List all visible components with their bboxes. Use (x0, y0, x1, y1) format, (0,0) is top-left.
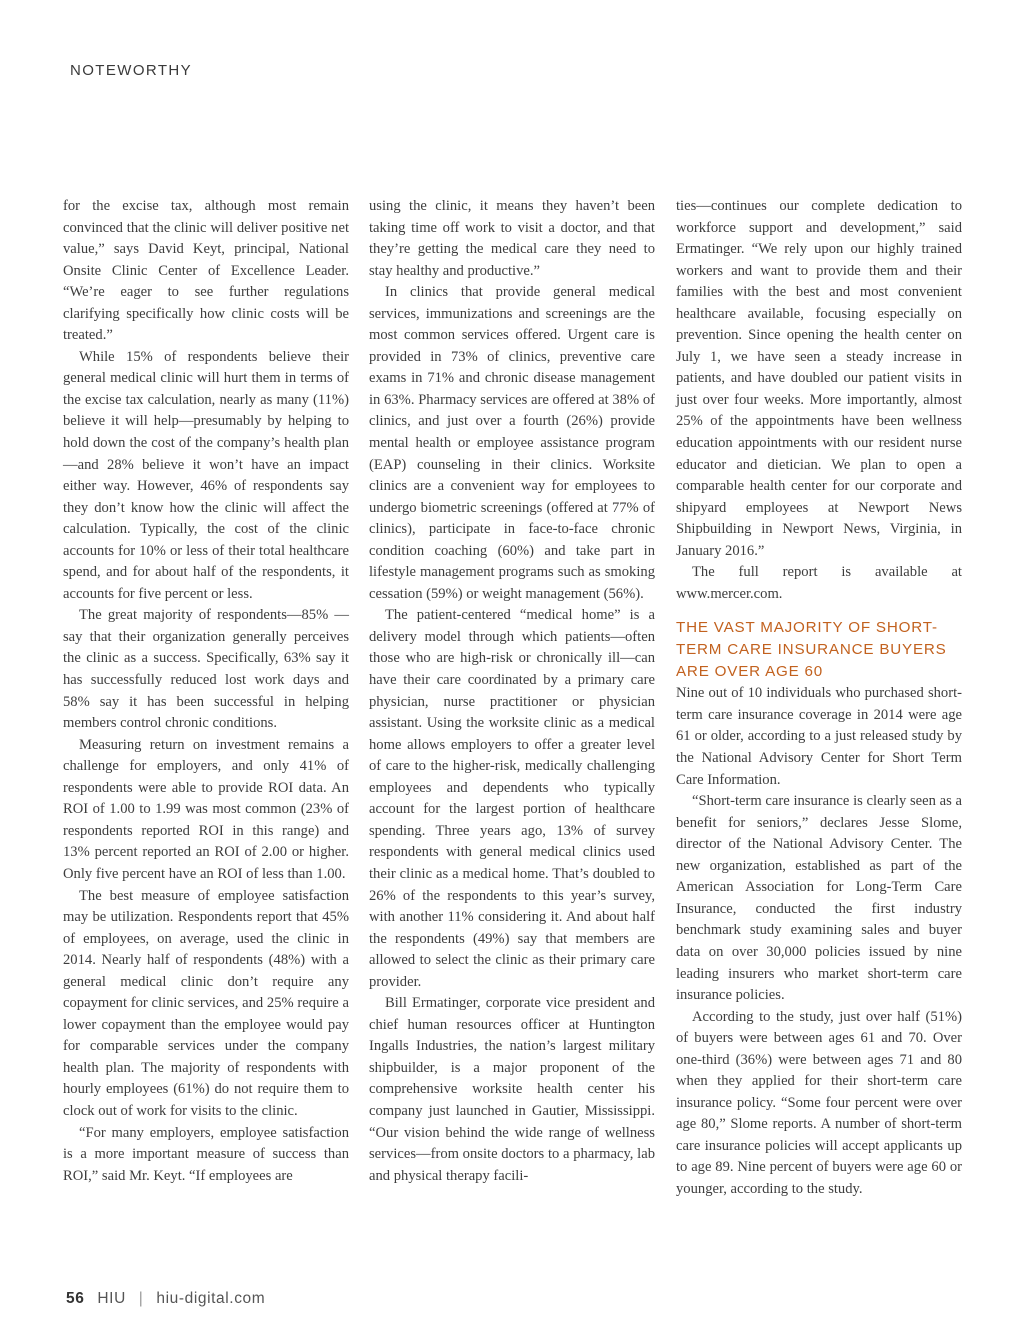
website-link[interactable]: hiu-digital.com (156, 1290, 266, 1307)
page-number: 56 (66, 1290, 85, 1307)
footer-separator: | (138, 1290, 144, 1307)
paragraph: According to the study, just over half (51%) of buyers were between ages 61 and 70. Over one-third (36%) were between ages 71 and 80 when they applied for their short-term care insurance policy. “Some four percent were over age 80,” Slome reports. A number of short-term care insurance policies will accept applicants up to age 89. Nine percent of buyers were age 60 or younger, according to the study. (676, 1008, 962, 1197)
paragraph: While 15% of respondents believe their general medical clinic will hurt them in terms of the excise tax calculation, nearly as many (11%) believe it will help—presumably by helping to hold down the cost of the company’s health plan—and 28% believe it won’t have an impact either way. However, 46% of respondents say they don’t know how the clinic will affect the calculation. Typically, the cost of the clinic accounts for 10% or less of their total healthcare spend, and for about half of the respondents, it accounts for five percent or less. (63, 348, 349, 602)
paragraph: Measuring return on investment remains a challenge for employers, and only 41% of respondents were able to provide ROI data. An ROI of 1.00 to 1.99 was most common (23% of respondents reported ROI in this range) and 13% percent reported an ROI of 2.00 or higher. Only five percent have an ROI of less than 1.00. (63, 736, 349, 882)
article-subhead: THE VAST MAJORITY OF SHORT-TERM CARE INSURANCE BUYERS ARE OVER AGE 60 (676, 619, 947, 681)
paragraph: for the excise tax, although most remain convinced that the clinic will deliver positive net value,” says David Keyt, principal, National Onsite Clinic Center of Excellence Leader. “We’re eager to see further regulations clarifying specifically how clinic costs will be treated.” (63, 198, 349, 344)
paragraph: Bill Ermatinger, corporate vice president and chief human resources officer at Huntington Ingalls Industries, the nation’s largest military shipbuilder, is a major proponent of the comprehensive worksite health center his company just launched in Gautier, Mississippi. “Our vision behind the wide range of wellness services—from onsite doctors to a pharmacy, lab and physical therapy facili- (369, 995, 655, 1184)
paragraph: The full report is available at www.mercer.com. (676, 564, 962, 602)
article-column-3 (676, 196, 962, 1201)
publication-name: HIU (97, 1290, 126, 1307)
paragraph: “For many employers, employee satisfaction is a more important measure of success than ROI,” said Mr. Keyt. “If employees are (63, 1124, 349, 1184)
paragraph: Nine out of 10 individuals who purchased short-term care insurance coverage in 2014 were age 61 or older, according to a just released study by the National Advisory Center for Short Term Care Information. (676, 685, 962, 788)
article-column-2 (369, 196, 655, 1187)
paragraph: In clinics that provide general medical services, immunizations and screenings are the most common services offered. Urgent care is provided in 73% of clinics, preventive care exams in 71% and chronic disease management in 63%. Pharmacy services are offered at 38% of clinics, and just over a fourth (26%) provide mental health or employee assistance program (EAP) counseling in their clinics. Worksite clinics are a convenient way for employees to undergo biometric screenings (offered at 77% of clinics), participate in face-to-face chronic condition coaching (60%) and take part in lifestyle management programs such as smoking cessation (59%) or weight management (56%). (369, 284, 655, 602)
paragraph: “Short-term care insurance is clearly seen as a benefit for seniors,” declares Jesse Slome, director of the National Advisory Center. The new organization, established as part of the American Association for Long-Term Care Insurance, conducted the first industry benchmark study examining sales and buyer data on over 30,000 policies issued by nine leading insurers who market short-term care insurance policies. (676, 793, 962, 1004)
page-footer (66, 1290, 265, 1308)
paragraph: ties—continues our complete dedication to workforce support and development,” said Ermatinger. “We rely upon our highly trained workers and want to provide them and their families with the best and most convenient healthcare available, focusing especially on prevention. Since opening the health center on July 1, we have seen a steady increase in patients, and have doubled our patient visits in just over four weeks. More importantly, almost 25% of the appointments have been wellness education appointments with our resident nurse educator and dietician. We plan to open a comparable health center for our corporate and shipyard employees at Newport News Shipbuilding in Newport News, Virginia, in January 2016.” (676, 198, 962, 559)
paragraph: The best measure of employee satisfaction may be utilization. Respondents report that 45% of employees, on average, used the clinic in 2014. Nearly half of respondents (48%) with a general medical clinic don’t require any copayment for clinic services, and 25% require a lower copayment than the employee would pay for comparable services under the company health plan. The majority of respondents with hourly employees (61%) do not require them to clock out of work for visits to the clinic. (63, 887, 349, 1119)
article-column-1 (63, 196, 349, 1187)
paragraph: The patient-centered “medical home” is a delivery model through which patients—often those who are high-risk or chronically ill—can have their care coordinated by a primary care physician, nurse practitioner or physician assistant. Using the worksite clinic as a medical home allows employers to offer a greater level of care to the higher-risk, medically challenging employees and dependents who typically account for the largest portion of healthcare spending. Three years ago, 13% of survey respondents with general medical clinics used their clinic as a medical home. That’s doubled to 26% of the respondents to this year’s survey, with another 11% considering it. And about half the respondents (49%) say that members are allowed to select the clinic as their primary care provider. (369, 607, 655, 990)
section-label: NOTEWORTHY (70, 62, 193, 79)
paragraph: The great majority of respondents—85% —say that their organization generally perceives the clinic as a success. Specifically, 63% say it has successfully reduced lost work days and 58% say it has been successful in helping members control chronic conditions. (63, 607, 349, 732)
paragraph: using the clinic, it means they haven’t been taking time off work to visit a doctor, and that they’re getting the medical care they need to stay healthy and productive.” (369, 198, 655, 279)
